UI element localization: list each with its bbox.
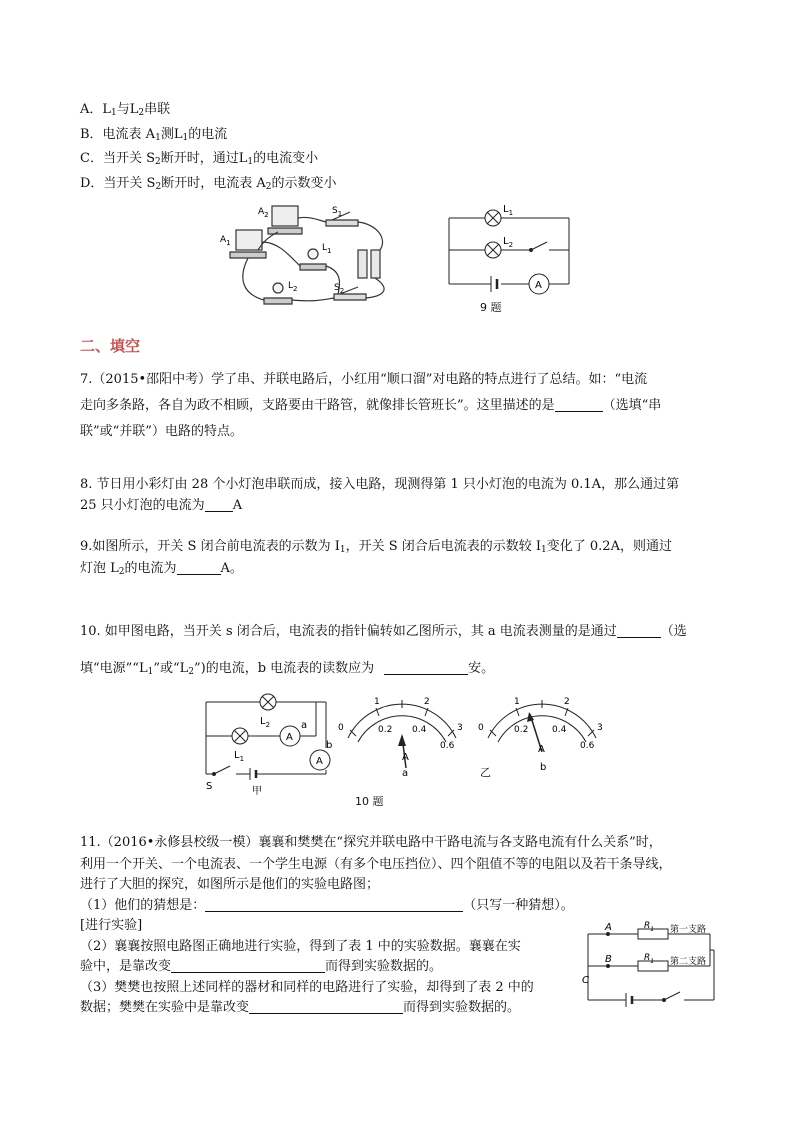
q11-part1 [80,897,574,915]
section-title: 二、填空 [80,337,141,355]
subscript: 2 [138,108,145,118]
fig10-meter-a [336,690,468,786]
fig11-circuit-diagram [578,920,718,1010]
option-c [80,150,318,171]
svg-text:L1: $L_1$ [234,750,245,763]
q10-text: 填“电源”“L [80,661,148,676]
svg-text:A: A [286,732,293,743]
svg-text:R1: $R_1$ [644,953,655,965]
subscript: 2 [118,567,125,577]
svg-text:B: B [605,954,612,965]
q11-part2-blank[interactable] [171,958,325,973]
svg-text:L2: $L_2$ [260,716,271,729]
fig9-caption: 9 题 [480,301,502,314]
q9-line2 [80,560,243,581]
svg-text:L1: $L_1$ [503,204,514,217]
q11-line2: 利用一个开关、一个电流表、一个学生电源（有多个电压挡位）、四个阻值不等的电阻以及若干条导线， [80,857,672,872]
svg-text:0: 0 [478,723,484,733]
subscript: 2 [155,157,161,167]
svg-text:0.2: 0.2 [514,725,529,735]
q7-line3: 联”或“并联”）电路的特点。 [80,424,243,439]
svg-text:A: A [538,744,545,755]
svg-text:0.4: 0.4 [412,725,427,735]
subscript: 1 [182,133,189,143]
svg-text:a: a [402,768,409,779]
fig9-circuit-diagram [445,200,585,300]
option-text: 与L [116,102,139,117]
option-text: 测L [160,127,183,142]
option-text: 断开时，电流表 A [161,176,266,191]
q10-text: ”)的电流，b 电流表的读数应为 [193,661,375,676]
svg-text:L2: $L_2$ [503,236,514,249]
q8-line2 [80,497,242,515]
q11-experiment-heading: [进行实验] [80,918,143,933]
q8-answer-blank[interactable] [205,497,233,512]
q9-text: 变化了 0.2A，则通过 [546,539,672,554]
q10-line1 [80,623,687,641]
svg-text:3: 3 [457,723,463,733]
svg-text:S: S [206,781,213,792]
svg-text:甲: 甲 [252,786,262,796]
option-text: 的电流 [188,127,228,142]
svg-text:0.4: 0.4 [552,725,567,735]
option-d [80,175,336,196]
subscript: 1 [111,108,117,118]
q8-line1: 8. 节日用小彩灯由 28 个小灯泡串联而成，接入电路，现测得第 1 只小灯泡的电流为 0.1A，那么通过第 [80,477,680,492]
q11-text: 验中，是靠改变 [80,959,172,974]
q11-line3: 进行了大胆的探究，如图所示是他们的实验电路图； [80,877,380,892]
svg-text:1: 1 [374,697,380,707]
q11-line1: 11.（2016•永修县校级一模）襄襄和樊樊在“探究并联电路中干路电流与各支路电流有什么关系”时， [80,835,662,850]
q11-text: 数据；樊樊在实验中是靠改变 [80,1000,250,1015]
fig10-circuit-diagram [200,688,340,796]
svg-text:A: A [535,280,542,291]
svg-text:0: 0 [338,723,344,733]
q9-text: 的电流为 [124,561,177,576]
svg-text:第二支路: 第二支路 [670,957,707,967]
q11-text: （1）他们的猜想是： [80,898,206,913]
option-b [80,126,227,147]
svg-text:S2: $S_2$ [334,283,345,295]
option-text: B．电流表 A [80,127,156,142]
option-text: 断开时，通过L [160,151,248,166]
option-text: C．当开关 S [80,151,155,166]
q9-text: 灯泡 L [80,561,119,576]
q7-line2 [80,397,661,415]
svg-text:A1: $A_1$ [220,235,231,247]
q7-text: 走向多条路，各自为政不相顾，支路要由干路管，就像排长管班长”。这里描述的是 [80,398,555,413]
q10-answer-blank-a[interactable] [617,623,661,638]
q9-line1 [80,538,672,559]
q10-answer-blank-b[interactable] [384,660,468,675]
option-text: 串联 [144,102,171,117]
subscript: 1 [339,545,346,555]
svg-text:A: A [605,922,612,933]
fig10-meter-b [476,690,608,786]
svg-text:C: C [582,975,589,986]
subscript: 2 [188,667,194,677]
q8-text: 25 只小灯泡的电流为 [80,498,205,513]
svg-text:A: A [402,752,409,763]
svg-text:S1: $S_1$ [332,206,343,218]
q11-text: （只写一种猜想）。 [463,898,574,913]
svg-text:a: a [301,720,308,731]
option-text: 的示数变小 [271,176,337,191]
option-text: A．L [80,102,112,117]
svg-text:0.2: 0.2 [378,725,393,735]
svg-text:A: A [316,756,323,767]
q10-text: ”或“L [153,661,189,676]
svg-text:1: 1 [514,697,520,707]
fig9-apparatus [218,198,400,316]
q11-text: 而得到实验数据的。 [403,1000,521,1015]
q9-text: 9.如图所示，开关 S 闭合前电流表的示数为 I [80,539,340,554]
q11-guess-blank[interactable] [205,897,463,912]
subscript: 1 [155,133,161,143]
q10-text: 安。 [468,661,495,676]
fig10-yi-label: 乙 [480,766,491,779]
subscript: 2 [155,182,162,192]
option-text: 的电流变小 [253,151,319,166]
svg-text:3: 3 [597,723,603,733]
svg-text:L2: $L_2$ [288,281,298,293]
q11-part2-line1: （2）襄襄按照电路图正确地进行实验，得到了表 1 中的实验数据。襄襄在实 [80,939,521,954]
svg-text:2: 2 [564,697,570,707]
q11-part3-line2 [80,999,520,1017]
subscript: 1 [541,545,547,555]
subscript: 1 [247,157,254,167]
svg-text:R1: $R_1$ [644,921,655,933]
q11-part3-line1: （3）樊樊也按照上述同样的器材和同样的电路进行了实验，却得到了表 2 中的 [80,980,534,995]
option-a [80,101,170,122]
q11-text: 而得到实验数据的。 [325,959,443,974]
q9-text: A。 [220,561,243,576]
q11-part2-line2 [80,958,442,976]
svg-text:0.6: 0.6 [440,741,455,751]
q8-text: A [232,498,243,513]
q10-text: 10. 如甲图电路，当开关 s 闭合后，电流表的指针偏转如乙图所示，其 a 电流表测量的是通过 [80,624,617,639]
svg-text:第一支路: 第一支路 [670,925,707,935]
svg-text:0.6: 0.6 [580,741,595,751]
q10-text: （选 [660,624,687,639]
q9-text: ，开关 S 闭合后电流表的示数较 I [345,539,542,554]
svg-text:A2: $A_2$ [258,207,269,219]
option-text: D．当开关 S [80,176,156,191]
subscript: 1 [147,667,154,677]
q7-answer-blank[interactable] [555,397,603,412]
q7-text: （选填“串 [602,398,662,413]
subscript: 2 [265,182,272,192]
q11-part3-blank[interactable] [249,999,403,1014]
svg-text:2: 2 [424,697,430,707]
q10-line2 [80,660,494,681]
q9-answer-blank[interactable] [177,560,221,575]
svg-text:L1: $L_1$ [322,243,332,255]
q7-line1: 7.（2015•邵阳中考）学了串、并联电路后，小红用“顺口溜”对电路的特点进行了总结。如：“电流 [80,372,648,387]
svg-text:b: b [326,740,333,751]
svg-text:b: b [540,762,547,773]
fig10-caption: 10 题 [355,795,384,808]
